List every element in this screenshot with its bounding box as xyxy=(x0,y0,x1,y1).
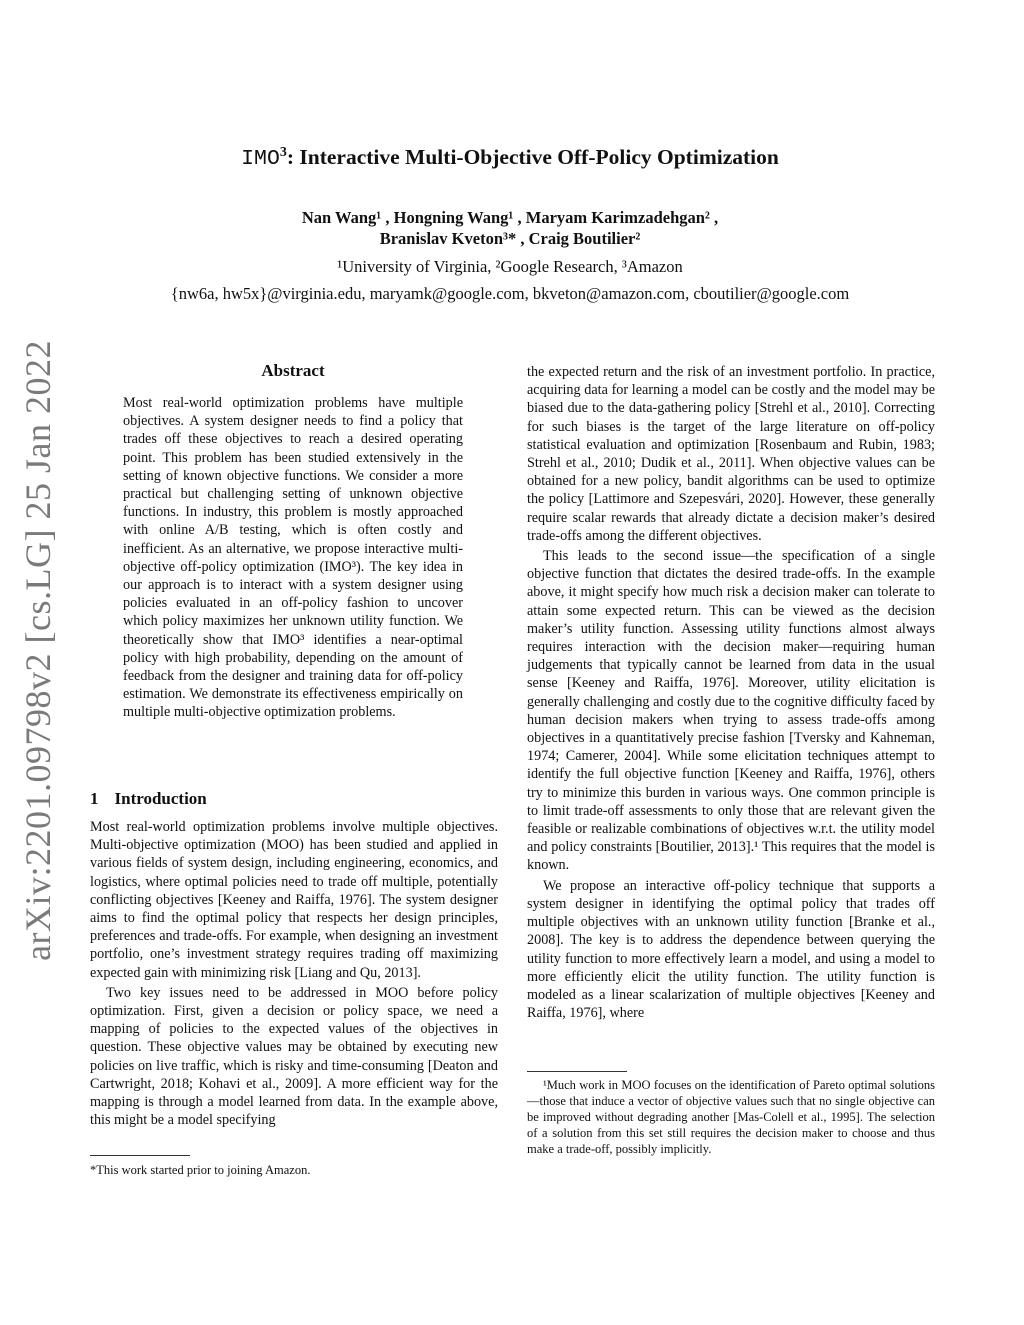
author-emails: {nw6a, hw5x}@virginia.edu, maryamk@google.com, bkveton@amazon.com, cboutilier@google.com xyxy=(170,284,850,303)
intro-paragraph-3: the expected return and the risk of an investment portfolio. In practice, acquiring data for learning a model can be costly and the model may be biased due to the data-gathering policy [Strehl et al., 2010]. Correcting for such biases is the target of the large literature on off-policy statistical evaluation and optimization [Rosenbaum and Rubin, 1983; Strehl et al., 2010; Dudik et al., 2011]. When objective values can be obtained for a new policy, bandit algorithms can be used to optimize the policy [Lattimore and Szepesvári, 2020]. However, these generally require scalar rewards that already dictate a decision maker’s desired trade-offs among the different objectives. xyxy=(527,364,935,544)
section-number: 1 xyxy=(90,789,99,808)
intro-paragraph-4: This leads to the second issue—the specification of a single objective function that dictates the desired trade-offs. In the example above, it might specify how much risk a decision maker can tolerate to attain some expected return. This can be viewed as the decision maker’s utility function. Assessing utility functions almost always requires interaction with the decision maker—requiring human judgements that typically cannot be learned from data in the usual sense [Keeney and Raiffa, 1976]. Moreover, utility elicitation is generally challenging and costly due to the cognitive difficulty faced by human decision makers when trying to assess trade-offs among objectives in a quantitatively precise fashion [Tversky and Kahneman, 1974; Camerer, 2004]. While some elicitation techniques attempt to identify the full objective function [Keeney and Raiffa, 1976], others try to minimize this burden in various ways. One common principle is to limit trade-off assessments to only those that are relevant given the feasible or realizable combinations of objectives w.r.t. the utility model and policy constraints [Boutilier, 2013].¹ This requires that the model is known. xyxy=(527,548,935,874)
left-column xyxy=(90,818,498,1129)
paper-title xyxy=(90,145,930,171)
footnote-rule-left xyxy=(90,1155,190,1156)
arxiv-stamp xyxy=(0,340,76,960)
title-superscript: 3 xyxy=(279,144,287,160)
author-line-1: Nan Wang¹ , Hongning Wang¹ , Maryam Karimzadehgan² , xyxy=(301,208,719,227)
footnote-star: *This work started prior to joining Amazon. xyxy=(90,1163,311,1177)
abstract-body: Most real-world optimization problems have multiple objectives. A system designer needs to find a policy that trades off these objectives to reach a desired operating point. This problem has been studied extensively in the setting of known objective functions. We consider a more practical but challenging setting of unknown objective functions. In industry, this problem is mostly approached with online A/B testing, which is often costly and inefficient. As an alternative, we propose interactive multi-objective off-policy optimization (IMO³). The key idea in our approach is to interact with a system designer using policies evaluated in an off-policy fashion to uncover which policy maximizes her unknown utility function. We theoretically show that IMO³ identifies a near-optimal policy with high probability, depending on the amount of feedback from the designer and training data for off-policy estimation. We demonstrate its effectiveness empirically on multiple multi-objective optimization problems. xyxy=(123,395,463,721)
affiliations: ¹University of Virginia, ²Google Research, ³Amazon xyxy=(337,257,683,276)
section-title: Introduction xyxy=(114,789,207,808)
title-text: : Interactive Multi-Objective Off-Policy Optimization xyxy=(286,145,779,169)
intro-paragraph-1: Most real-world optimization problems involve multiple objectives. Multi-objective optimization (MOO) has been studied and applied in various fields of system design, including engineering, economics, and logistics, where optimal policies need to trade off multiple, potentially conflicting objectives [Keeney and Raiffa, 1976]. The system designer aims to find the optimal policy that respects her design principles, preferences and trade-offs. For example, when designing an investment portfolio, one’s investment strategy requires trading off maximizing expected gain with minimizing risk [Liang and Qu, 2013]. xyxy=(90,819,498,981)
footnote-one-block xyxy=(527,1077,935,1157)
arxiv-stamp-text: arXiv:2201.09798v2 [cs.LG] 25 Jan 2022 xyxy=(18,339,58,961)
author-list xyxy=(90,207,930,249)
intro-paragraph-5: We propose an interactive off-policy technique that supports a system designer in identifying the optimal policy that trades off multiple objectives with an unknown utility function [Branke et al., 2008]. The key is to address the dependence between querying the utility function to more effectively learn a model, and using a model to more efficiently elicit the utility function. The utility function is modeled as a linear scalarization of multiple objectives [Keeney and Raiffa, 1976], where xyxy=(527,877,935,1022)
author-line-2: Branislav Kveton³* , Craig Boutilier² xyxy=(379,229,641,248)
abstract-heading: Abstract xyxy=(261,361,325,380)
title-acronym: IMO xyxy=(241,147,280,171)
footnote-rule-right xyxy=(527,1071,627,1072)
section-heading xyxy=(90,789,207,809)
intro-paragraph-2: Two key issues need to be addressed in MOO before policy optimization. First, given a decision or policy space, we need a mapping of policies to the expected values of the objectives in question. These objective values may be obtained by executing new policies on live traffic, which is risky and time-consuming [Deaton and Cartwright, 2018; Kohavi et al., 2009]. A more efficient way for the mapping is through a model learned from data. In the example above, this might be a model specifying xyxy=(90,984,498,1129)
footnote-one: ¹Much work in MOO focuses on the identification of Pareto optimal solutions—those that induce a vector of objective values such that no single objective can be improved without degrading another [Mas-Colell et al., 1995]. The selection of a solution from this set still requires the decision maker to choose and thus make a trade-off, possibly implicitly. xyxy=(527,1078,935,1156)
right-column xyxy=(527,363,935,1022)
